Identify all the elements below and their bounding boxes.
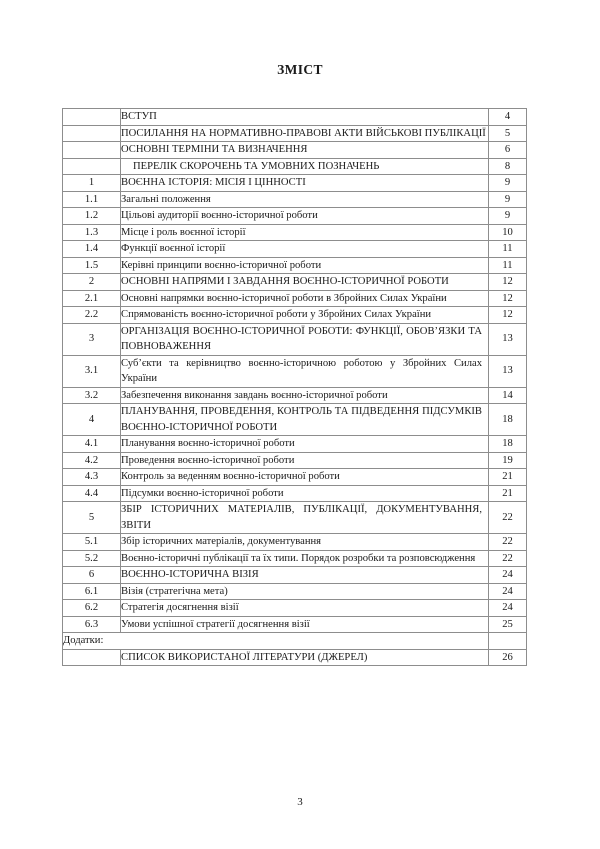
- toc-row-page: 11: [489, 257, 527, 274]
- toc-row-number: 6.1: [63, 583, 121, 600]
- toc-row-page: 22: [489, 502, 527, 534]
- appendix-page: [489, 633, 527, 650]
- toc-row-page: 13: [489, 323, 527, 355]
- toc-row-page: 21: [489, 485, 527, 502]
- toc-row-title[interactable]: ПЕРЕЛІК СКОРОЧЕНЬ ТА УМОВНИХ ПОЗНАЧЕНЬ: [121, 158, 489, 175]
- toc-row-page: 12: [489, 274, 527, 291]
- toc-row-title[interactable]: Візія (стратегічна мета): [121, 583, 489, 600]
- toc-row-title[interactable]: ПЛАНУВАННЯ, ПРОВЕДЕННЯ, КОНТРОЛЬ ТА ПІДВЕДЕННЯ ПІДСУМКІВ ВОЄННО-ІСТОРИЧНОЇ РОБОТИ: [121, 404, 489, 436]
- toc-row-number: 1.4: [63, 241, 121, 258]
- toc-row-title[interactable]: ОРГАНІЗАЦІЯ ВОЄННО-ІСТОРИЧНОЇ РОБОТИ: ФУНКЦІЇ, ОБОВ’ЯЗКИ ТА ПОВНОВАЖЕННЯ: [121, 323, 489, 355]
- toc-row-number: 5.1: [63, 534, 121, 551]
- table-row[interactable]: [63, 208, 527, 225]
- toc-row-title[interactable]: Функції воєнної історії: [121, 241, 489, 258]
- toc-row-title[interactable]: Контроль за веденням воєнно-історичної роботи: [121, 469, 489, 486]
- table-row[interactable]: [63, 616, 527, 633]
- toc-row-title[interactable]: Воєнно-історичні публікації та їх типи. Порядок розробки та розповсюдження: [121, 550, 489, 567]
- toc-row-page: 5: [489, 125, 527, 142]
- toc-row-number: 4.3: [63, 469, 121, 486]
- toc-row-page: 19: [489, 452, 527, 469]
- toc-row-page: 12: [489, 290, 527, 307]
- toc-row-page: 8: [489, 158, 527, 175]
- table-row[interactable]: [63, 550, 527, 567]
- table-row[interactable]: [63, 241, 527, 258]
- toc-row-number: 1.5: [63, 257, 121, 274]
- toc-row-title[interactable]: Стратегія досягнення візії: [121, 600, 489, 617]
- references-page: 26: [489, 649, 527, 666]
- toc-row-number: 4.4: [63, 485, 121, 502]
- toc-row-page: 11: [489, 241, 527, 258]
- toc-row-page: 24: [489, 567, 527, 584]
- table-row[interactable]: [63, 290, 527, 307]
- table-row[interactable]: [63, 355, 527, 387]
- toc-row-title[interactable]: ВОЄННА ІСТОРІЯ: МІСІЯ І ЦІННОСТІ: [121, 175, 489, 192]
- toc-row-page: 18: [489, 404, 527, 436]
- toc-row-number: 6.3: [63, 616, 121, 633]
- table-row[interactable]: [63, 534, 527, 551]
- toc-row-number: 2.1: [63, 290, 121, 307]
- table-row[interactable]: [63, 567, 527, 584]
- toc-row-number: 1: [63, 175, 121, 192]
- toc-row-title[interactable]: Місце і роль воєнної історії: [121, 224, 489, 241]
- toc-row-title[interactable]: Збір історичних матеріалів, документування: [121, 534, 489, 551]
- toc-row-title[interactable]: Забезпечення виконання завдань воєнно-історичної роботи: [121, 387, 489, 404]
- toc-row-title[interactable]: ВСТУП: [121, 109, 489, 126]
- toc-row-number: 4.2: [63, 452, 121, 469]
- toc-row-title[interactable]: Керівні принципи воєнно-історичної роботи: [121, 257, 489, 274]
- toc-row-page: 12: [489, 307, 527, 324]
- toc-row-page: 21: [489, 469, 527, 486]
- table-row[interactable]: [63, 224, 527, 241]
- table-row[interactable]: [63, 404, 527, 436]
- toc-row-page: 14: [489, 387, 527, 404]
- toc-row-page: 9: [489, 191, 527, 208]
- table-of-contents: [62, 108, 526, 666]
- table-row[interactable]: [63, 257, 527, 274]
- toc-row-title[interactable]: Основні напрямки воєнно-історичної роботи в Збройних Силах України: [121, 290, 489, 307]
- page-number: 3: [297, 796, 303, 808]
- toc-row-title[interactable]: Планування воєнно-історичної роботи: [121, 436, 489, 453]
- toc-row-number: 2: [63, 274, 121, 291]
- appendix-label: Додатки:: [63, 633, 489, 650]
- table-row[interactable]: [63, 307, 527, 324]
- table-row[interactable]: [63, 158, 527, 175]
- toc-row-title[interactable]: ОСНОВНІ НАПРЯМИ І ЗАВДАННЯ ВОЄННО-ІСТОРИЧНОЇ РОБОТИ: [121, 274, 489, 291]
- toc-row-number: [63, 158, 121, 175]
- toc-table-body: [63, 109, 527, 666]
- table-row[interactable]: [63, 387, 527, 404]
- toc-row-number: 3.1: [63, 355, 121, 387]
- toc-row-title[interactable]: Цільові аудиторії воєнно-історичної роботи: [121, 208, 489, 225]
- toc-row-page: 24: [489, 600, 527, 617]
- table-row[interactable]: [63, 274, 527, 291]
- page-title: ЗМІСТ: [277, 62, 323, 77]
- table-row[interactable]: [63, 485, 527, 502]
- table-row[interactable]: [63, 175, 527, 192]
- toc-row-page: 22: [489, 534, 527, 551]
- table-row[interactable]: [63, 191, 527, 208]
- toc-row-title[interactable]: Суб’єкти та керівництво воєнно-історичною роботою у Збройних Силах України: [121, 355, 489, 387]
- toc-row-page: 9: [489, 175, 527, 192]
- toc-row-number: 3: [63, 323, 121, 355]
- toc-row-number: 1.2: [63, 208, 121, 225]
- toc-row-title[interactable]: Підсумки воєнно-історичної роботи: [121, 485, 489, 502]
- table-row[interactable]: [63, 452, 527, 469]
- table-row[interactable]: [63, 583, 527, 600]
- table-row[interactable]: [63, 142, 527, 159]
- table-row-references[interactable]: [63, 649, 527, 666]
- toc-row-page: 18: [489, 436, 527, 453]
- toc-row-title[interactable]: Проведення воєнно-історичної роботи: [121, 452, 489, 469]
- table-row[interactable]: [63, 469, 527, 486]
- references-number: [63, 649, 121, 666]
- toc-row-number: [63, 125, 121, 142]
- table-row[interactable]: [63, 436, 527, 453]
- toc-table: [62, 108, 527, 666]
- toc-row-number: [63, 109, 121, 126]
- toc-row-title[interactable]: ПОСИЛАННЯ НА НОРМАТИВНО-ПРАВОВІ АКТИ ВІЙСЬКОВІ ПУБЛІКАЦІЇ: [121, 125, 489, 142]
- toc-row-number: 4.1: [63, 436, 121, 453]
- toc-row-number: 6: [63, 567, 121, 584]
- toc-row-number: 5.2: [63, 550, 121, 567]
- toc-row-page: 24: [489, 583, 527, 600]
- toc-row-number: 1.1: [63, 191, 121, 208]
- toc-row-page: 4: [489, 109, 527, 126]
- table-row[interactable]: [63, 502, 527, 534]
- toc-row-title[interactable]: ЗБІР ІСТОРИЧНИХ МАТЕРІАЛІВ, ПУБЛІКАЦІЇ, ДОКУМЕНТУВАННЯ, ЗВІТИ: [121, 502, 489, 534]
- toc-row-number: [63, 142, 121, 159]
- toc-row-page: 6: [489, 142, 527, 159]
- toc-row-title[interactable]: Умови успішної стратегії досягнення візії: [121, 616, 489, 633]
- toc-row-page: 10: [489, 224, 527, 241]
- toc-row-page: 9: [489, 208, 527, 225]
- toc-row-page: 13: [489, 355, 527, 387]
- table-row[interactable]: [63, 323, 527, 355]
- toc-row-title[interactable]: Загальні положення: [121, 191, 489, 208]
- toc-row-number: 1.3: [63, 224, 121, 241]
- toc-row-number: 2.2: [63, 307, 121, 324]
- table-row-appendix[interactable]: [63, 633, 527, 650]
- toc-row-page: 22: [489, 550, 527, 567]
- references-title[interactable]: СПИСОК ВИКОРИСТАНОЇ ЛІТЕРАТУРИ (ДЖЕРЕЛ): [121, 649, 489, 666]
- toc-row-number: 4: [63, 404, 121, 436]
- toc-row-title[interactable]: Спрямованість воєнно-історичної роботи у Збройних Силах України: [121, 307, 489, 324]
- toc-row-title[interactable]: ВОЄННО-ІСТОРИЧНА ВІЗІЯ: [121, 567, 489, 584]
- table-row[interactable]: [63, 109, 527, 126]
- toc-row-title[interactable]: ОСНОВНІ ТЕРМІНИ ТА ВИЗНАЧЕННЯ: [121, 142, 489, 159]
- toc-row-number: 5: [63, 502, 121, 534]
- table-row[interactable]: [63, 125, 527, 142]
- toc-row-number: 6.2: [63, 600, 121, 617]
- toc-row-page: 25: [489, 616, 527, 633]
- toc-row-number: 3.2: [63, 387, 121, 404]
- table-row[interactable]: [63, 600, 527, 617]
